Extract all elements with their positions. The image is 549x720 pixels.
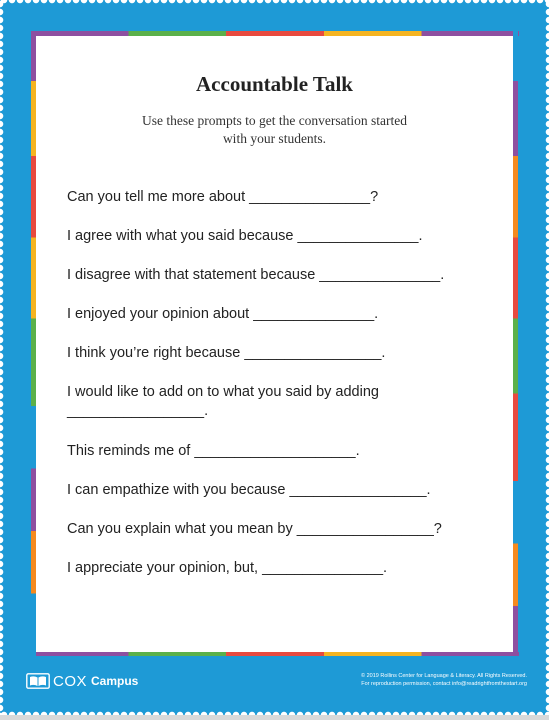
viewer-bottom-strip — [0, 715, 549, 720]
prompt-item: I think you’re right because _________________. — [67, 345, 386, 361]
open-book-icon — [26, 673, 50, 689]
prompt-item: Can you tell me more about _______________? — [67, 189, 379, 205]
logo-cox-text: COX — [53, 672, 88, 690]
reproduction-line: For reproduction permission, contact info@readrightfromthestart.org — [361, 681, 527, 687]
prompt-item: I enjoyed your opinion about _______________. — [67, 306, 379, 322]
subtitle-line: Use these prompts to get the conversation started — [141, 113, 408, 128]
scalloped-edge-right — [543, 0, 549, 715]
prompt-item: Can you explain what you mean by _________________? — [67, 521, 442, 537]
page-title: Accountable Talk — [196, 72, 353, 96]
cox-campus-logo[interactable] — [26, 672, 138, 690]
prompt-item: I would like to add on to what you said by adding _________________. — [67, 384, 379, 419]
copyright-line: © 2019 Rollins Center for Language & Literacy. All Rights Reserved. — [361, 673, 527, 679]
subtitle-line: with your students. — [222, 131, 327, 146]
color-border-bottom — [31, 652, 519, 656]
footer — [14, 660, 535, 702]
worksheet-page — [36, 36, 513, 652]
logo-campus-text: Campus — [91, 674, 139, 688]
prompt-item: I appreciate your opinion, but, _______________. — [67, 560, 388, 576]
prompt-item: I can empathize with you because _________________. — [67, 482, 431, 498]
prompt-item: I agree with what you said because _______________. — [67, 228, 423, 244]
color-border-right — [513, 31, 518, 656]
scalloped-edge-top — [0, 0, 549, 6]
scalloped-edge-left — [0, 0, 6, 715]
prompt-item: I disagree with that statement because _______________. — [67, 267, 445, 283]
prompt-item: This reminds me of ____________________. — [67, 443, 360, 459]
page-subtitle — [76, 112, 473, 148]
copyright-notice — [267, 672, 527, 688]
